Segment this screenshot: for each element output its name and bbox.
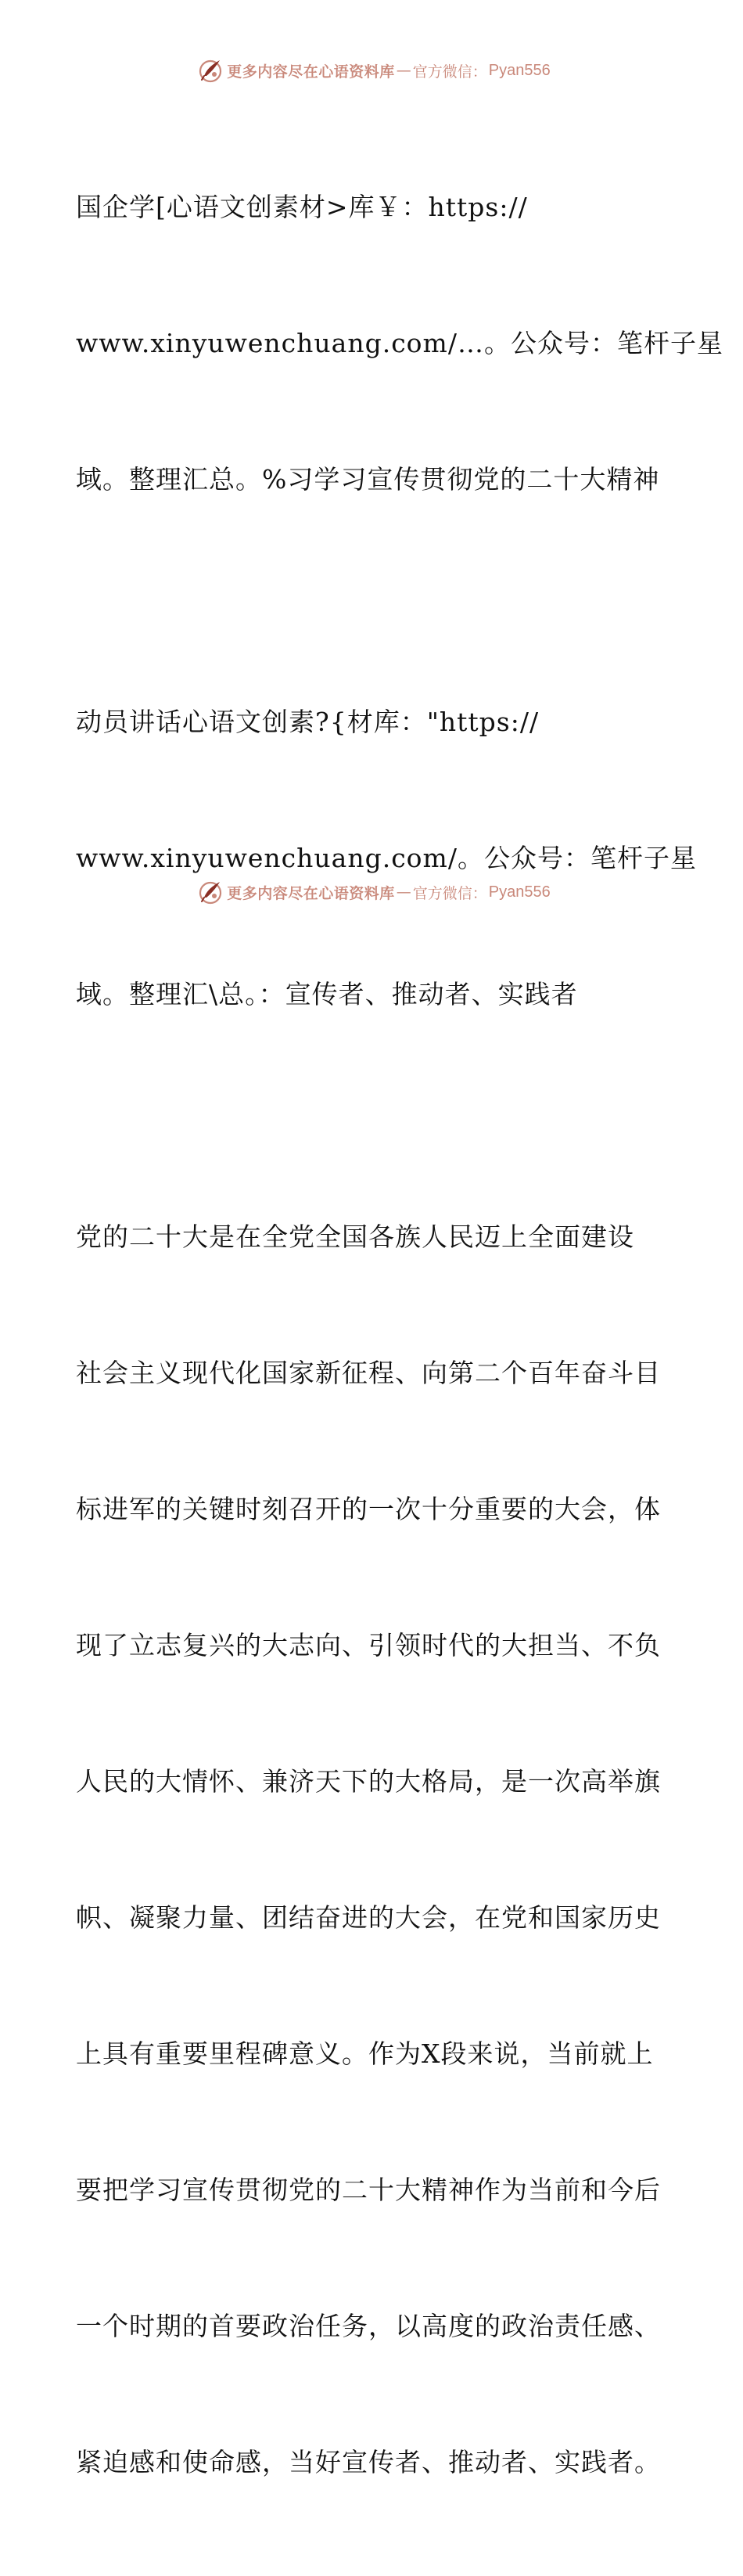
- paragraph-line: 人民的大情怀、兼济天下的大格局，是一次高举旗: [76, 1766, 661, 1797]
- banner-main-text: 更多内容尽在心语资料库: [227, 63, 395, 81]
- paragraph-1: [76, 94, 723, 593]
- paragraph-line: 动员讲话心语文创素?{材库："https://: [76, 707, 540, 737]
- paragraph-line: 要把学习宣传贯彻党的二十大精神作为当前和今后: [76, 2175, 661, 2205]
- quill-pen-logo-icon: [197, 57, 224, 84]
- paragraph-line: 紧迫感和使命感，当好宣传者、推动者、实践者。: [76, 2447, 661, 2477]
- banner-content: [197, 879, 551, 905]
- paragraph-line: 社会主义现代化国家新征程、向第二个百年奋斗目: [76, 1358, 661, 1388]
- document-body: [76, 94, 723, 2576]
- paragraph-line: 一个时期的首要政治任务，以高度的政治责任感、: [76, 2311, 661, 2341]
- paragraph-line: 域。整理汇总。%习学习宣传贯彻党的二十大精神: [76, 464, 660, 495]
- banner-main-text: 更多内容尽在心语资料库: [227, 884, 395, 902]
- banner-wechat-id: Pyan556: [488, 61, 551, 79]
- quill-pen-logo-icon: [197, 879, 224, 905]
- paragraph-line: 帜、凝聚力量、团结奋进的大会，在党和国家历史: [76, 1902, 661, 1933]
- banner-wechat-id: Pyan556: [488, 883, 551, 901]
- paragraph-line: 标进军的关键时刻召开的一次十分重要的大会，体: [76, 1494, 661, 1524]
- paragraph-line: 国企学[心语文创素材>库￥：https://: [76, 192, 528, 222]
- banner-content: [197, 57, 551, 84]
- paragraph-3: [76, 1124, 670, 2576]
- paragraph-line: www.xinyuwenchuang.com/…。公众号：笔杆子星: [76, 328, 723, 358]
- paragraph-line: 党的二十大是在全党全国各族人民迈上全面建设: [76, 1221, 634, 1252]
- footer-watermark-banner: [0, 876, 743, 908]
- paragraph-2: [76, 609, 697, 1108]
- paragraph-line: 上具有重要里程碑意义。作为X段来说，当前就上: [76, 2038, 654, 2069]
- banner-sub-text: 官方微信：: [412, 63, 487, 81]
- header-watermark-banner: [0, 55, 743, 86]
- banner-separator: —: [396, 883, 411, 901]
- banner-separator: —: [396, 62, 411, 79]
- paragraph-line: 域。整理汇\总。：宣传者、推动者、实践者: [76, 979, 578, 1009]
- paragraph-line: www.xinyuwenchuang.com/。公众号：笔杆子星: [76, 843, 697, 873]
- paragraph-line: 现了立志复兴的大志向、引领时代的大担当、不负: [76, 1630, 661, 1660]
- banner-sub-text: 官方微信：: [412, 884, 487, 902]
